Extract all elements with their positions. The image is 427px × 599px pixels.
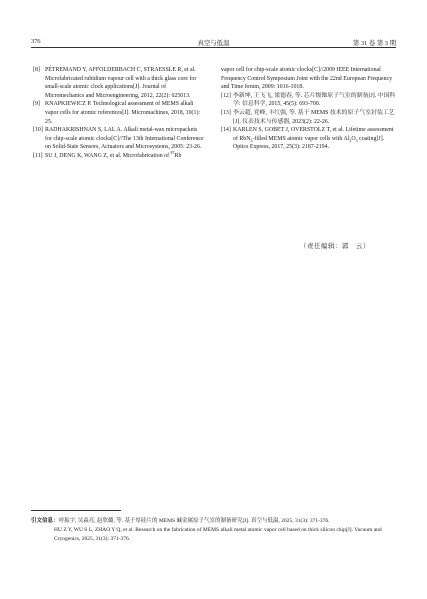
reference-12: [12] 李新坤, 王飞飞, 梁德春, 等. 芯片级铷原子气室的制备[J]. 中国科学: 信息科学, 2015, 45(5): 693-700. <box>221 92 396 108</box>
left-column <box>33 66 205 161</box>
citation-english: HU Z Y, WU S L, ZHAO Y Q, et al. Research on the fabrication of MEMS alkali metal atomic vapor cell based on thick silicon chip[J]. Vacuum and Cryogenics, 2025, 31(3): 371-376. <box>54 526 382 542</box>
footnote-rule <box>31 510 121 511</box>
issue-label: 第 31 卷 第 3 期 <box>352 40 396 47</box>
reference-14: [14] KARLEN S, GOBET J, OVERSTOLZ T, et al. Lifetime assessment of RbN$_3$-filled MEMS atomic vapor cells with $Al_2O_3$ coating[J]. Optics Express, 2017, 25(3): 2187-2194. <box>221 127 394 151</box>
responsible-editor: （责任编辑：郭 云） <box>300 243 370 250</box>
right-column <box>221 66 396 152</box>
journal-title: 真空与低温 <box>197 40 230 47</box>
reference-9: [9] KNAPKIEWICZ P. Technological assessment of MEMS alkali vapor cells for atomic references[J]. Micromachines, 2018, 10(1): 25. <box>33 101 201 125</box>
page-header <box>31 30 396 46</box>
citation-chinese: 呼振宇, 吴淼亮, 赵欣璐, 等. 基于厚硅片的 MEMS 碱金属原子气室的制备研究[J]. 真空与低温, 2025, 31(3): 371-376. <box>58 518 330 524</box>
reference-13: [13] 李云超, 党峰, 丰红强, 等. 基于 MEMS 技术的原子气室封装工艺 [J]. 仪表技术与传感器, 2023(2): 22-26. <box>221 109 395 125</box>
reference-10: [10] RADHAKRISHNAN S, LAL A. Alkali metal-wax micropackets for chip-scale atomic clocks[C]//The 13th International Conference on Solid-State Sensors, Actuators and Microsystems, 2005: 23-26. <box>33 127 204 151</box>
reference-11: [11] SU J, DENG K, WANG Z, et al. Microfabrication of $^{87}$Rb <box>33 149 182 159</box>
citation-label: 引文信息： <box>31 518 59 524</box>
page-number: 376 <box>31 38 41 45</box>
reference-8: [8] PÉTREMAND Y, AFFOLDERBACH C, STRAESSLE R, et al. Microfabricated rubidium vapour cell with a thick glass core for small-scale atomic clock applications[J]. Journal of Micromechanics and Microengineering, 2012, 22(2): 025013. <box>33 67 197 99</box>
citation-info <box>31 517 401 543</box>
reference-11-continuation: vapor cell for chip-scale atomic clocks[C]//2009 IEEE International Frequency Control Symposium Joint with the 22nd European Frequency and Time forum, 2009: 1016-1018. <box>221 67 393 91</box>
header-rule <box>31 47 396 48</box>
